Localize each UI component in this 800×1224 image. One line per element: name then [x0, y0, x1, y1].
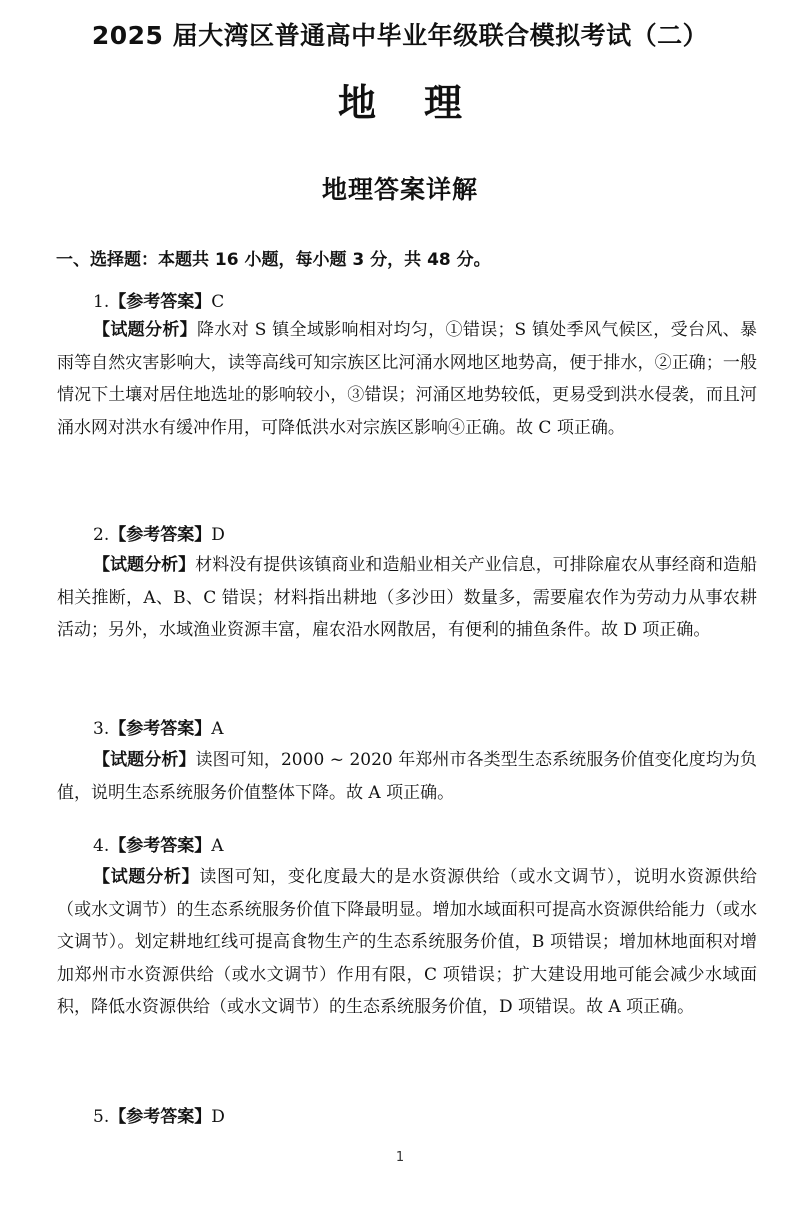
answer-value: D — [211, 525, 225, 545]
subject-title: 地理 — [337, 81, 510, 125]
question-4-answer-line — [93, 831, 224, 856]
page-number: 1 — [395, 1150, 405, 1165]
analysis-label: 【试题分析】 — [93, 750, 196, 770]
answer-label: 【参考答案】 — [109, 719, 212, 739]
analysis-text: 读图可知，2000 ~ 2020 年郑州市各类型生态系统服务价值变化度均为负值，说明生态系统服务价值整体下降。故 A 项正确。 — [57, 750, 758, 803]
section-heading: 一、选择题：本题共 16 小题，每小题 3 分，共 48 分。 — [56, 250, 491, 270]
analysis-label: 【试题分析】 — [93, 320, 198, 340]
analysis-text: 读图可知，变化度最大的是水资源供给（或水文调节），说明水资源供给（或水文调节）的生态系统服务价值下降最明显。增加水域面积可提高水资源供给能力（或水文调节）。划定耕地红线可提高食物生产的生态系统服务价值，B 项错误；增加林地面积对增加郑州市水资源供给（或水文调节）作用有限，C 项错误；扩大建设用地可能会减少水域面积，降低水资源供给（或水文调节）的生态系统服务价值，D 项错误。故 A 项正确。 — [57, 867, 758, 1017]
analysis-label: 【试题分析】 — [93, 555, 196, 575]
answer-value: C — [211, 292, 225, 312]
question-2-answer-line — [93, 520, 225, 545]
answer-label: 【参考答案】 — [109, 836, 212, 856]
answer-value: A — [211, 836, 224, 856]
question-2-analysis — [57, 549, 757, 647]
question-number: 1. — [93, 292, 110, 312]
question-5-answer-line — [93, 1102, 225, 1127]
answer-value: A — [211, 719, 224, 739]
question-number: 4. — [93, 836, 110, 856]
analysis-label: 【试题分析】 — [93, 867, 200, 887]
question-1-answer-line — [93, 287, 224, 312]
question-1-analysis — [57, 314, 757, 444]
question-number: 5. — [93, 1107, 110, 1127]
analysis-text: 材料没有提供该镇商业和造船业相关产业信息，可排除雇农从事经商和造船相关推断，A、B、C 错误；材料指出耕地（多沙田）数量多，需要雇农作为劳动力从事农耕活动；另外，水域渔业资源丰富，雇农沿水网散居，有便利的捕鱼条件。故 D 项正确。 — [57, 555, 758, 640]
exam-title: 2025 届大湾区普通高中毕业年级联合模拟考试（二） — [91, 21, 709, 50]
answer-label: 【参考答案】 — [109, 1107, 212, 1127]
answer-label: 【参考答案】 — [109, 292, 212, 312]
answer-value: D — [211, 1107, 225, 1127]
question-4-analysis — [57, 861, 757, 1024]
question-number: 2. — [93, 525, 110, 545]
answer-title: 地理答案详解 — [321, 175, 478, 204]
answer-label: 【参考答案】 — [109, 525, 212, 545]
question-3-answer-line — [93, 714, 224, 739]
question-3-analysis — [57, 744, 757, 809]
question-number: 3. — [93, 719, 110, 739]
analysis-text: 降水对 S 镇全域影响相对均匀，①错误；S 镇处季风气候区，受台风、暴雨等自然灾害影响大，读等高线可知宗族区比河涌水网地区地势高，便于排水，②正确；一般情况下土壤对居住地选址的影响较小，③错误；河涌区地势较低，更易受到洪水侵袭，而且河涌水网对洪水有缓冲作用，可降低洪水对宗族区影响④正确。故 C 项正确。 — [57, 320, 757, 438]
